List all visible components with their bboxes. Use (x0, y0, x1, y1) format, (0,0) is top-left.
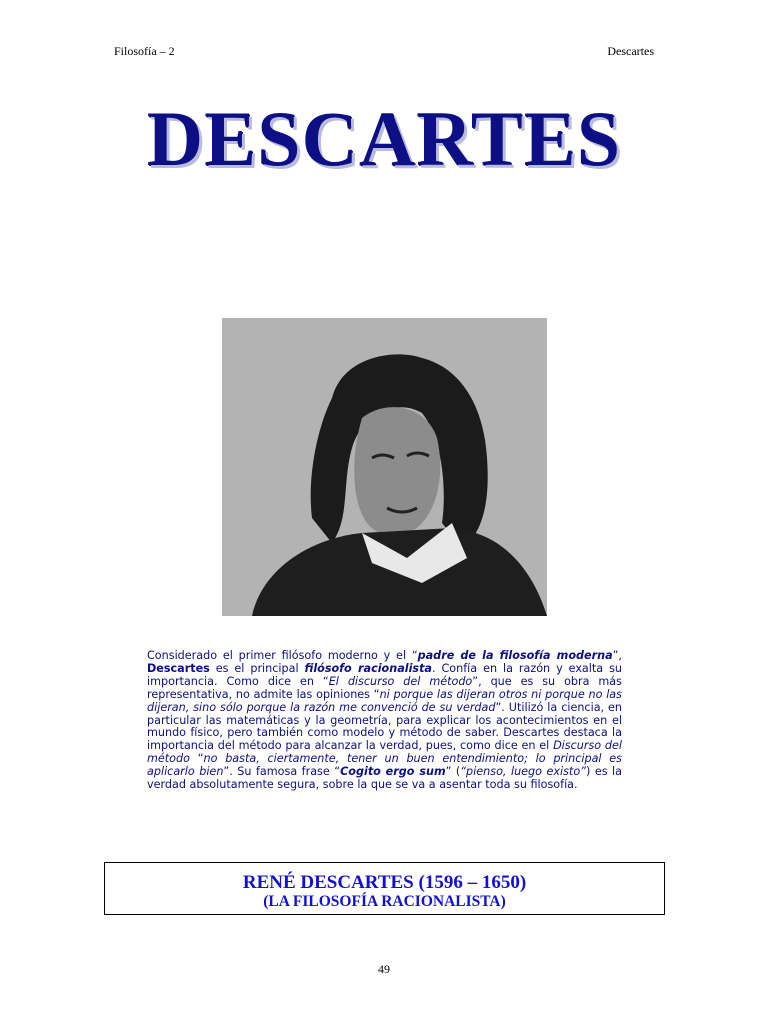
box-title-line1: RENÉ DESCARTES (1596 – 1650) (242, 872, 527, 893)
page-title: DESCARTES (146, 95, 622, 182)
header-left: Filosofía – 2 (114, 44, 175, 58)
descartes-portrait (222, 318, 547, 616)
page-number: 49 (378, 962, 390, 976)
title-box (104, 862, 665, 915)
header-right: Descartes (607, 44, 654, 58)
body-paragraph: Considerado el primer filósofo moderno y el “padre de la filosofía moderna”, Descartes es el principal filósofo racionalista. Confía en la razón y exalta su importancia. Como dice en “El discurso del método”, que es su obra más representativa, no admite las opiniones “ni porque las dijeran otros ni porque no las dijeran, sino sólo porque la razón me convenció de su verdad”. Utilizó la ciencia, en particular las matemáticas y la geometría, para explicar los acontecimientos en el mundo físico, pero también como modelo y método de saber. Descartes destaca la importancia del método para alcanzar la verdad, pues, como dice en el Discurso del método “no basta, ciertamente, tener un buen entendimiento; lo principal es aplicarlo bien”. Su famosa frase “Cogito ergo sum” (“pienso, luego existo”) es la verdad absolutamente segura, sobre la que se va a asentar toda su filosofía. (147, 649, 622, 792)
box-title-line2: (LA FILOSOFÍA RACIONALISTA) (263, 893, 506, 910)
